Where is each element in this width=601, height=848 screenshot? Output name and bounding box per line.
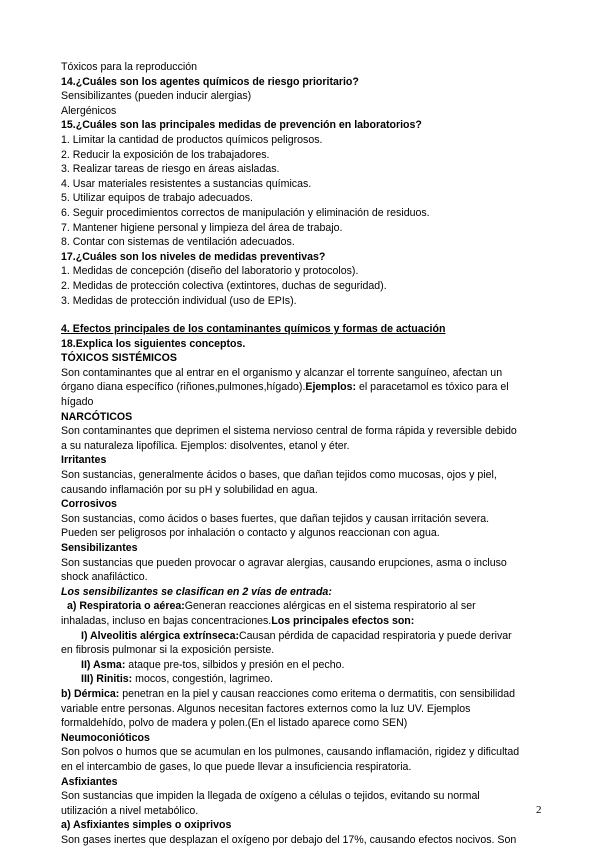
text-line: Sensibilizantes (pueden inducir alergias)	[61, 90, 252, 103]
text-line: Son sustancias, generalmente ácidos o bases, que dañan tejidos como mucosas, ojos y piel,	[61, 469, 497, 482]
question-17: 17.¿Cuáles son los niveles de medidas preventivas?	[61, 250, 326, 263]
text-line: Alergénicos	[61, 104, 117, 117]
text-line	[61, 629, 546, 644]
heading-neumoconioticos: Neumoconióticos	[61, 731, 150, 744]
text-span: ataque pre-tos, silbidos y presión en el pecho.	[125, 658, 345, 671]
text-line	[61, 687, 546, 702]
text-line: en el intercambio de gases, lo que puede llevar a insuficiencia respiratoria.	[61, 760, 412, 773]
question-18: 18.Explica los siguientes conceptos.	[61, 337, 246, 350]
text-line: causando inflamación por su pH y solubilidad en agua.	[61, 483, 318, 496]
asma-label: II) Asma:	[81, 658, 126, 671]
text-span: inhaladas, incluso en bajas concentraciones.	[61, 614, 272, 627]
page-content	[61, 60, 546, 847]
text-line	[61, 380, 546, 395]
list-item: 4. Usar materiales resistentes a sustancias químicas.	[61, 177, 312, 190]
heading-narcoticos: NARCÓTICOS	[61, 410, 133, 423]
respiratoria-label: a) Respiratoria o aérea:	[67, 600, 185, 613]
heading-asfixiantes: Asfixiantes	[61, 775, 118, 788]
text-line: Son contaminantes que deprimen el sistema nervioso central de forma rápida y reversible debido	[61, 425, 517, 438]
text-span: el paracetamol es tóxico para el	[356, 381, 509, 394]
list-item: 8. Contar con sistemas de ventilación adecuados.	[61, 236, 295, 249]
text-line: Pueden ser peligrosos por inhalación o contacto y algunos reaccionan con agua.	[61, 527, 440, 540]
dermica-label: b) Dérmica:	[61, 687, 120, 700]
list-item: 1. Medidas de concepción (diseño del laboratorio y protocolos).	[61, 265, 359, 278]
question-15: 15.¿Cuáles son las principales medidas de prevención en laboratorios?	[61, 119, 422, 132]
text-line: Son sustancias que pueden provocar o agravar alergias, causando erupciones, asma o incluso	[61, 556, 507, 569]
text-line: shock anafiláctico.	[61, 571, 148, 584]
text-line	[61, 672, 546, 687]
list-item: 1. Limitar la cantidad de productos químicos peligrosos.	[61, 133, 323, 146]
text-line	[61, 614, 546, 629]
text-line: Son sustancias, como ácidos o bases fuertes, que dañan tejidos y causan irritación severa.	[61, 512, 490, 525]
text-line	[61, 599, 546, 614]
heading-irritantes: Irritantes	[61, 454, 107, 467]
heading-corrosivos: Corrosivos	[61, 498, 117, 511]
list-item: 7. Mantener higiene personal y limpieza del área de trabajo.	[61, 221, 343, 234]
question-14: 14.¿Cuáles son los agentes químicos de riesgo prioritario?	[61, 75, 359, 88]
text-line: en fibrosis pulmonar si la exposición persiste.	[61, 644, 275, 657]
list-item: 5. Utilizar equipos de trabajo adecuados.	[61, 192, 253, 205]
text-span: penetran en la piel y causan reacciones como eritema o dermatitis, con sensibilidad	[119, 687, 515, 700]
text-line: formaldehído, polvo de madera y polen.(En el listado aparece como SEN)	[61, 717, 408, 730]
rinitis-label: III) Rinitis:	[81, 673, 133, 686]
text-span: Generan reacciones alérgicas en el sistema respiratorio al ser	[184, 600, 476, 613]
alveolitis-label: I) Alveolitis alérgica extrínseca:	[81, 629, 239, 642]
section-4-heading: 4. Efectos principales de los contaminantes químicos y formas de actuación	[61, 323, 446, 336]
text-span: órgano diana específico (riñones,pulmones,hígado).	[61, 381, 306, 394]
list-item: 3. Realizar tareas de riesgo en áreas aisladas.	[61, 163, 280, 176]
heading-toxicos-sistemicos: TÓXICOS SISTÉMICOS	[61, 352, 177, 365]
list-item: 2. Medidas de protección colectiva (extintores, duchas de seguridad).	[61, 279, 387, 292]
text-line: Son sustancias que impiden la llegada de oxígeno a células o tejidos, evitando su normal	[61, 790, 480, 803]
sensibilizantes-vias-heading: Los sensibilizantes se clasifican en 2 vías de entrada:	[61, 585, 332, 598]
text-line: Son gases inertes que desplazan el oxígeno por debajo del 17%, causando efectos nocivos. Son	[61, 833, 517, 846]
list-item: 6. Seguir procedimientos correctos de manipulación y eliminación de residuos.	[61, 206, 430, 219]
text-line	[61, 658, 546, 673]
spacer	[61, 308, 546, 322]
heading-sensibilizantes: Sensibilizantes	[61, 542, 138, 554]
efectos-label: Los principales efectos son:	[271, 614, 415, 627]
examples-label: Ejemplos:	[305, 381, 357, 394]
text-line: a su naturaleza lipofílica. Ejemplos: disolventes, etanol y éter.	[61, 439, 350, 452]
list-item: 3. Medidas de protección individual (uso de EPIs).	[61, 294, 297, 307]
text-line: variable entre personas. Algunos necesitan factores externos como la luz UV. Ejemplos	[61, 702, 471, 715]
text-line: Son contaminantes que al entrar en el organismo y alcanzar el torrente sanguíneo, afectan un	[61, 366, 503, 379]
text-span: Causan pérdida de capacidad respiratoria y puede derivar	[239, 629, 512, 642]
heading-asfixiantes-simples: a) Asfixiantes simples o oxiprivos	[61, 819, 232, 832]
text-line: Tóxicos para la reproducción	[61, 61, 198, 73]
text-span: mocos, congestión, lagrimeo.	[132, 673, 273, 686]
text-line: utilización a nivel metabólico.	[61, 804, 199, 817]
page-number: 2	[536, 804, 542, 816]
text-line: hígado	[61, 396, 94, 409]
list-item: 2. Reducir la exposición de los trabajadores.	[61, 148, 270, 161]
text-line: Son polvos o humos que se acumulan en los pulmones, causando inflamación, rigidez y dificultad	[61, 746, 520, 759]
